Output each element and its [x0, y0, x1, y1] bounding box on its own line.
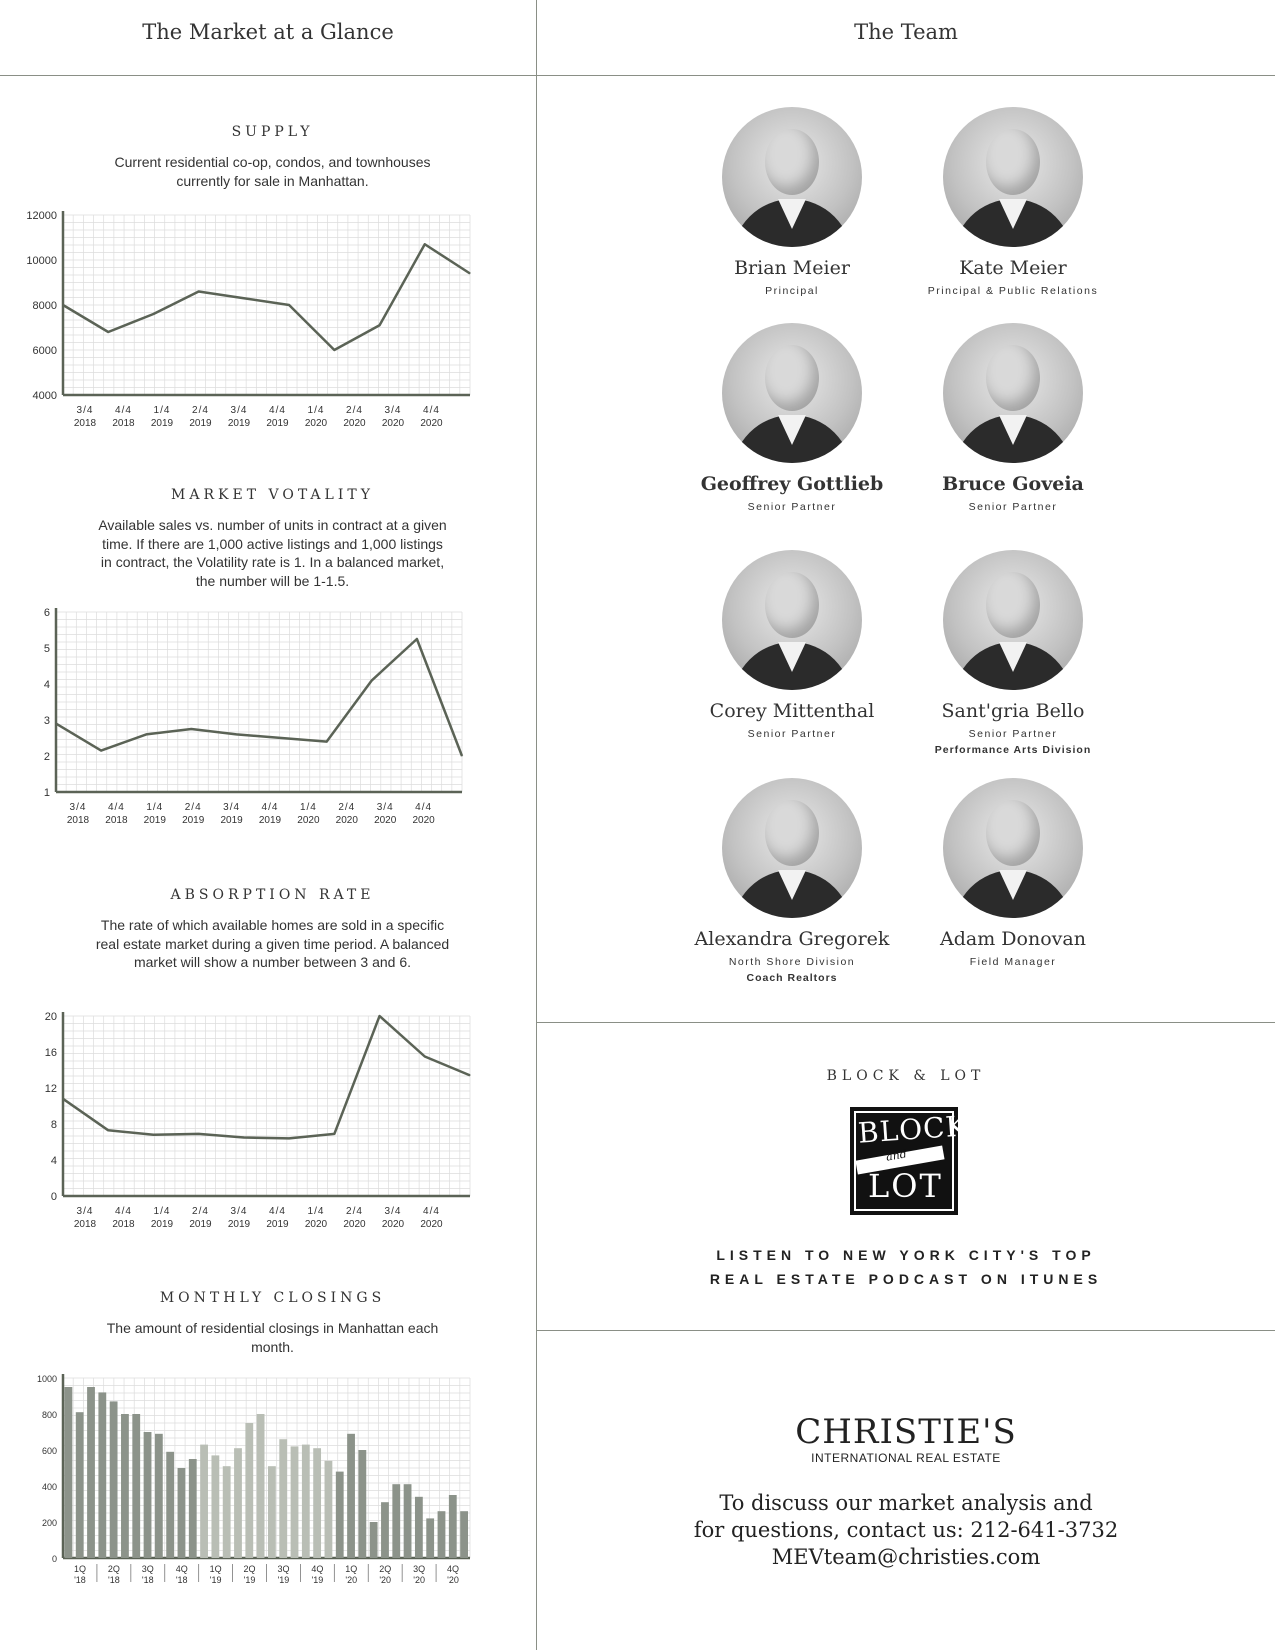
x-tick-label: 1Q: [209, 1564, 222, 1574]
x-tick-year: 2019: [189, 1219, 212, 1230]
data-point: [56, 723, 57, 724]
team-member-bruce-goveia: [893, 323, 1133, 513]
y-tick-label: 6: [43, 607, 50, 619]
y-tick-label: 4000: [32, 390, 57, 402]
x-tick-year: 2019: [266, 1219, 289, 1230]
x-tick-year: 2019: [150, 1219, 174, 1230]
y-tick-label: 200: [41, 1518, 57, 1528]
team-member-adam-donovan: [893, 778, 1133, 968]
x-tick-label: 3/4: [384, 405, 402, 416]
bar: [144, 1432, 152, 1558]
team-divider: [537, 1022, 1275, 1023]
data-point: [379, 325, 380, 326]
bar: [404, 1484, 412, 1558]
data-point: [424, 244, 425, 245]
y-tick-label: 20: [44, 1011, 57, 1023]
y-tick-label: 3: [43, 715, 50, 727]
x-tick-year: 2019: [227, 418, 251, 429]
absorption-chart: [0, 1006, 536, 1236]
x-tick-label: 2/4: [192, 405, 209, 416]
y-tick-label: 4: [50, 1155, 57, 1167]
bar: [268, 1466, 276, 1558]
bar: [370, 1522, 378, 1558]
member-name: Kate Meier: [959, 257, 1067, 279]
supply-chart: [0, 205, 536, 435]
y-tick-label: 6000: [32, 345, 57, 357]
data-point: [243, 1137, 244, 1138]
x-tick-year: 2020: [343, 1219, 366, 1230]
bar: [155, 1434, 163, 1558]
x-tick-label: 2/4: [346, 405, 363, 416]
x-tick-label: 3Q: [141, 1564, 154, 1574]
avatar: [943, 778, 1083, 918]
data-point: [371, 680, 372, 681]
member-role: Principal & Public Relations: [927, 285, 1099, 297]
data-point: [334, 1133, 335, 1134]
bar: [313, 1448, 321, 1558]
member-role: Senior Partner: [747, 501, 837, 513]
contact-line-1: To discuss our market analysis and: [719, 1491, 1093, 1515]
data-point: [326, 741, 327, 742]
bar: [189, 1459, 197, 1558]
x-tick-label: 4Q: [311, 1564, 324, 1574]
supply-description: Current residential co-op, condos, and townhouses currently for sale in Manhattan.: [114, 154, 431, 189]
bar: [438, 1511, 446, 1558]
x-tick-year: 2019: [227, 1219, 251, 1230]
bar: [178, 1468, 186, 1558]
x-tick-label: 2Q: [107, 1564, 120, 1574]
volatility-title: MARKET VOTALITY: [171, 487, 374, 503]
x-tick-label: 4Q: [447, 1564, 460, 1574]
y-tick-label: 8: [50, 1119, 57, 1131]
data-point: [243, 298, 244, 299]
x-tick-year: 2018: [105, 815, 128, 826]
bar: [98, 1392, 106, 1558]
team-member-alexandra-gregorek: [672, 778, 912, 984]
data-point: [153, 1134, 154, 1135]
x-tick-year: 2019: [182, 815, 205, 826]
podcast-title: BLOCK & LOT: [826, 1068, 986, 1084]
x-tick-label: 1/4: [153, 405, 171, 416]
x-tick-year: 2020: [381, 418, 405, 429]
bar: [460, 1511, 468, 1558]
team-member-santgria-bello: [893, 550, 1133, 756]
x-tick-label: 4/4: [269, 405, 286, 416]
x-tick-label: 3Q: [277, 1564, 290, 1574]
member-role: Senior Partner: [968, 728, 1058, 740]
x-tick-label: 4/4: [415, 802, 433, 813]
member-name: Geoffrey Gottlieb: [700, 473, 884, 495]
y-tick-label: 400: [41, 1482, 57, 1492]
avatar: [943, 107, 1083, 247]
x-tick-label: 4/4: [269, 1206, 286, 1217]
y-tick-label: 5: [43, 643, 50, 655]
x-tick-label: 3/4: [69, 802, 87, 813]
y-tick-label: 800: [41, 1410, 57, 1420]
x-tick-label: 4/4: [115, 1206, 132, 1217]
x-tick-label: 1/4: [146, 802, 164, 813]
x-tick-year: 2020: [297, 815, 320, 826]
team-member-brian-meier: [672, 107, 912, 297]
bar: [87, 1387, 95, 1558]
x-tick-label: 2Q: [379, 1564, 392, 1574]
bar: [257, 1414, 265, 1558]
data-point: [108, 332, 109, 333]
x-tick-label: 4/4: [423, 405, 440, 416]
member-role: North Shore Division: [728, 956, 856, 968]
member-name: Corey Mittenthal: [709, 700, 875, 722]
member-role: Field Manager: [969, 956, 1057, 968]
x-tick-label: 2Q: [243, 1564, 256, 1574]
data-point: [470, 273, 471, 274]
data-point: [63, 305, 64, 306]
bar: [279, 1439, 287, 1558]
x-tick-year: 2019: [189, 418, 212, 429]
y-tick-label: 12000: [26, 210, 57, 222]
member-name: Bruce Goveia: [942, 473, 1084, 495]
x-tick-year: 2018: [112, 418, 135, 429]
y-tick-label: 10000: [26, 255, 57, 267]
team-member-corey-mittenthal: [672, 550, 912, 740]
x-tick-year: 2018: [73, 418, 97, 429]
y-tick-label: 16: [44, 1047, 57, 1059]
data-point: [146, 734, 147, 735]
data-point: [462, 756, 463, 757]
x-tick-year: 2018: [112, 1219, 135, 1230]
closings-description: The amount of residential closings in Manhattan each month.: [106, 1320, 439, 1355]
bar: [392, 1484, 400, 1558]
x-tick-label: 3/4: [230, 1206, 248, 1217]
x-tick-label: 1/4: [153, 1206, 171, 1217]
data-point: [236, 734, 237, 735]
data-point: [108, 1130, 109, 1131]
x-tick-year: '18: [141, 1575, 154, 1585]
bar: [358, 1450, 366, 1558]
team-header: The Team: [854, 20, 958, 44]
contact-block: [537, 1490, 1275, 1571]
closings-title: MONTHLY CLOSINGS: [159, 1290, 386, 1306]
y-tick-label: 12: [44, 1083, 57, 1095]
data-point: [424, 1056, 425, 1057]
data-point: [416, 639, 417, 640]
x-tick-year: 2020: [420, 418, 443, 429]
x-tick-year: '20: [447, 1575, 459, 1585]
x-tick-label: 4/4: [261, 802, 279, 813]
bar: [325, 1461, 333, 1558]
data-point: [198, 1133, 199, 1134]
x-tick-year: 2020: [381, 1219, 405, 1230]
bar: [426, 1518, 434, 1558]
member-name: Sant'gria Bello: [941, 700, 1085, 722]
x-tick-year: 2020: [374, 815, 397, 826]
x-tick-year: 2020: [412, 815, 435, 826]
avatar: [722, 107, 862, 247]
x-tick-year: '18: [74, 1575, 86, 1585]
data-point: [198, 291, 199, 292]
x-tick-year: 2019: [220, 815, 243, 826]
volatility-description: Available sales vs. number of units in contract at a given time. If there are 1,000 active listings and 1,000 listings in contract, the Volatility rate is 1. In a balanced market, the number will be 1-1.5.: [98, 517, 447, 589]
market-header: The Market at a Glance: [142, 20, 394, 44]
bar: [347, 1434, 355, 1558]
data-point: [334, 350, 335, 351]
bar: [110, 1401, 118, 1558]
y-tick-label: 1000: [36, 1374, 57, 1384]
y-tick-label: 4: [43, 679, 50, 691]
x-tick-label: 1/4: [299, 802, 317, 813]
avatar: [943, 323, 1083, 463]
block-and-lot-logo: BLOCK and LOT: [850, 1107, 958, 1215]
supply-title: SUPPLY: [231, 124, 314, 140]
x-tick-year: 2019: [258, 815, 282, 826]
data-point: [63, 1098, 64, 1099]
bar: [200, 1445, 208, 1558]
member-role: Senior Partner: [747, 728, 837, 740]
x-tick-label: 2/4: [346, 1206, 363, 1217]
bar: [211, 1455, 219, 1558]
avatar: [722, 550, 862, 690]
bar: [415, 1497, 423, 1558]
x-tick-year: '20: [345, 1575, 358, 1585]
x-tick-year: 2020: [304, 418, 328, 429]
bar: [76, 1412, 84, 1558]
x-tick-year: 2020: [420, 1219, 443, 1230]
y-tick-label: 8000: [32, 300, 57, 312]
x-tick-year: 2020: [343, 418, 366, 429]
x-tick-label: 3/4: [223, 802, 241, 813]
bar: [234, 1448, 242, 1558]
x-tick-label: 1Q: [73, 1564, 86, 1574]
member-name: Brian Meier: [734, 257, 850, 279]
x-tick-year: 2019: [143, 815, 166, 826]
contact-line-2: for questions, contact us: 212-641-3732: [693, 1518, 1119, 1542]
x-tick-label: 1Q: [345, 1564, 358, 1574]
bar: [65, 1387, 73, 1558]
member-division: Performance Arts Division: [934, 744, 1092, 756]
christies-subtitle: INTERNATIONAL REAL ESTATE: [811, 1451, 1001, 1465]
x-tick-label: 3/4: [230, 405, 248, 416]
center-divider: [536, 0, 537, 1650]
bar: [449, 1495, 457, 1558]
bar: [223, 1466, 231, 1558]
y-tick-label: 600: [41, 1446, 57, 1456]
member-role: Principal: [765, 285, 819, 297]
member-division: Coach Realtors: [746, 972, 838, 984]
y-tick-label: 0: [50, 1191, 57, 1203]
y-tick-label: 0: [51, 1554, 57, 1564]
x-tick-year: 2018: [73, 1219, 97, 1230]
closings-chart: [0, 1368, 536, 1598]
bar: [302, 1445, 310, 1558]
bar: [166, 1452, 174, 1558]
avatar: [722, 778, 862, 918]
x-tick-label: 4Q: [175, 1564, 188, 1574]
bar: [132, 1414, 140, 1558]
team-member-kate-meier: [893, 107, 1133, 297]
member-name: Alexandra Gregorek: [694, 928, 890, 950]
podcast-divider: [537, 1330, 1275, 1331]
bar: [245, 1423, 253, 1558]
y-tick-label: 2: [43, 751, 50, 763]
member-role: Senior Partner: [968, 501, 1058, 513]
y-tick-label: 1: [43, 787, 50, 799]
x-tick-label: 2/4: [338, 802, 356, 813]
x-tick-label: 3/4: [76, 1206, 94, 1217]
bar: [381, 1502, 389, 1558]
team-member-geoffrey-gottlieb: [672, 323, 912, 513]
x-tick-year: '19: [277, 1575, 290, 1585]
x-tick-label: 3/4: [376, 802, 394, 813]
x-tick-year: '19: [311, 1575, 324, 1585]
x-tick-label: 1/4: [307, 405, 325, 416]
x-tick-year: 2018: [66, 815, 90, 826]
bar: [291, 1446, 299, 1558]
x-tick-label: 1/4: [307, 1206, 325, 1217]
x-tick-year: '19: [243, 1575, 256, 1585]
x-tick-year: 2020: [304, 1219, 328, 1230]
data-point: [101, 750, 102, 751]
x-tick-year: '20: [413, 1575, 425, 1585]
x-tick-label: 4/4: [115, 405, 132, 416]
x-tick-year: 2019: [266, 418, 289, 429]
christies-logo: CHRISTIE'S: [795, 1412, 1017, 1452]
x-tick-label: 4/4: [107, 802, 125, 813]
bar: [121, 1414, 129, 1558]
member-name: Adam Donovan: [940, 928, 1086, 950]
absorption-title: ABSORPTION RATE: [170, 887, 375, 903]
data-point: [470, 1075, 471, 1076]
x-tick-year: '20: [379, 1575, 392, 1585]
x-tick-year: 2020: [335, 815, 358, 826]
data-point: [191, 729, 192, 730]
x-tick-label: 3Q: [413, 1564, 426, 1574]
data-point: [379, 1016, 380, 1017]
x-tick-label: 4/4: [423, 1206, 440, 1217]
x-tick-label: 2/4: [192, 1206, 209, 1217]
data-point: [153, 314, 154, 315]
data-point: [289, 1138, 290, 1139]
header-divider: [0, 75, 1275, 76]
x-tick-label: 3/4: [76, 405, 94, 416]
x-tick-label: 2/4: [184, 802, 202, 813]
x-tick-year: '19: [209, 1575, 222, 1585]
x-tick-label: 3/4: [384, 1206, 402, 1217]
podcast-cta: [537, 1243, 1275, 1291]
data-point: [289, 305, 290, 306]
podcast-line-1: LISTEN TO NEW YORK CITY'S TOP: [716, 1247, 1096, 1263]
podcast-line-2: REAL ESTATE PODCAST ON ITUNES: [709, 1271, 1103, 1287]
avatar: [943, 550, 1083, 690]
absorption-description: The rate of which available homes are sold in a specific real estate market during a given time period. A balanced market will show a number between 3 and 6.: [95, 917, 450, 970]
x-tick-year: '18: [108, 1575, 120, 1585]
data-point: [281, 738, 282, 739]
volatility-chart: [0, 602, 536, 832]
bar: [336, 1472, 344, 1558]
contact-email[interactable]: MEVteam@christies.com: [771, 1545, 1041, 1569]
x-tick-year: 2019: [150, 418, 174, 429]
x-tick-year: '18: [175, 1575, 188, 1585]
avatar: [722, 323, 862, 463]
